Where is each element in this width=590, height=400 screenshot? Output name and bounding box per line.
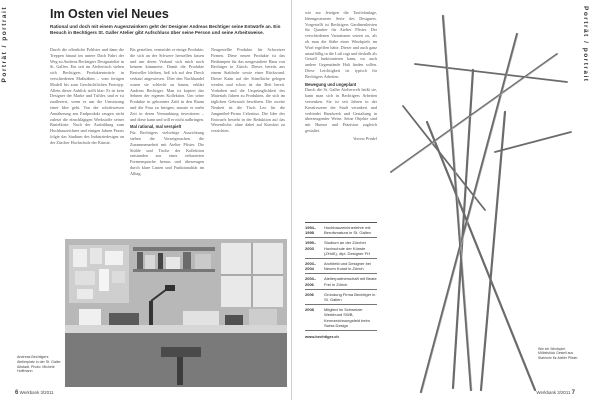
bio-text: Architekt und Designer bei Neuen Kunst in Zürich — [324, 261, 371, 272]
bio-text: Hochbauzeichnerlehre mit Berufsmatura in St. Gallen — [324, 225, 371, 236]
product-photo — [385, 2, 575, 394]
bio-year: 1999–2003 — [305, 240, 317, 251]
bio-year: 2003–2004 — [305, 261, 317, 272]
photo-caption: Andreas Bechtigers Atelierplatz in der St. Galler Altstadt. Photo: Michele Hoffmann — [17, 355, 61, 374]
bio-list — [305, 223, 377, 331]
bio-row — [305, 223, 377, 238]
right-section-subhead: Bewegung und ungeplant — [305, 81, 357, 87]
right-page — [293, 0, 590, 400]
bio-text: Studium an der Zürcher Hochschule der Künste (ZHdK), dipl. Designer FH — [324, 240, 371, 256]
designer-website-link[interactable]: www.bechtiger.ch — [305, 334, 339, 340]
bio-text: Mitglied im Schweizer Werkbund SWB, Kennzeichnungsfeld beim Swiss Design — [324, 307, 370, 328]
atelier-photo — [65, 239, 287, 387]
column-2-tail: Für Bechtigers vielseitige Ausrichtung stehen die Vorzeigesachen die Zusammenarbeit mit Atelier Pfister. Die Stühle und Tische der Kollektion entstanden aus einer reduzierten Formensprache heraus und überzeugen durch klare Linien und Funktionalität im Alltag. — [130, 130, 204, 176]
side-tab-label: Porträt / portrait — [582, 6, 589, 83]
designer-bio — [305, 222, 377, 339]
left-folio — [15, 390, 54, 396]
bio-text: Atelierpartnerschaft mit Beate Frei in Zürich — [324, 276, 377, 287]
bio-row — [305, 305, 377, 331]
article-columns — [50, 47, 286, 237]
text-column-3 — [211, 47, 285, 237]
bio-year: 2003–2006 — [305, 276, 317, 287]
bio-year: 2006 — [305, 291, 314, 297]
text-column-1 — [50, 47, 124, 237]
right-page-number: 7 — [571, 390, 575, 396]
right-column-tail: Durch die St. Galler Atelierwelt heißt sie, kann man sich in Bechtigers Arbeiten versenken. Sie ist seit Jahren in der Kreativszene der Stadt verankert und verbindet Handwerk und Gestaltung in überzeugender Weise. Seine Objekte sind mit Humor und Präzision zugleich gestaltet. — [305, 87, 377, 133]
bio-row — [305, 274, 377, 289]
bio-year: 1994–1998 — [305, 225, 317, 236]
article-author: Verena Pradel — [353, 135, 377, 141]
side-tab-label: Porträt / portrait — [1, 6, 8, 83]
bio-row — [305, 259, 377, 274]
right-folio-text: Werkbank 3/2011 — [536, 390, 571, 395]
right-column-text: wie zur Jetzigen die Taxifolanlage, Ideengesteuerte Serie des Designers. Vorgestellt ist Bechtigers Gardinenleisten für Quartier für Atelier Pfister. Der verschiedenen Variationen setzen zu, als ob man die Stäbe eines Windspiels im Wurf ergriffen hätte. Dieser und auch ganz unauffällig in die Luft ragt und deshalb als Gestell funktionieren kann, wo auch andere Gegenstände Halt finden sollen. Diese Leichtigkeit ist typisch für Bechtigers Arbeiten. — [305, 10, 377, 79]
article-lead: Rational und doch mit einem Augenzwinkern geht der Designer Andreas Bechtiger seine Entwürfe an. Ein Besuch in Bechtigers St. Galler Atelier gibt Aufschluss über seine Person und seine Arbeitsweise. — [50, 24, 281, 36]
bio-year: 2008 — [305, 307, 314, 313]
bio-row — [305, 290, 377, 305]
left-page — [0, 0, 292, 400]
right-side-tab — [576, 0, 590, 400]
right-folio — [536, 390, 575, 396]
text-column-2 — [130, 47, 204, 237]
left-side-tab — [0, 0, 14, 400]
column-3-text: Neugestellte Produkte für Schweizer Firmen. Diese neuen Produkte ist das Bettlampen für das neugestaltete Haus von Bechtiger in Zürich. Dieses bereits aus einem Stahlrohr sowie einer Rückwand. Dieser Kann auf der Stirnfläche gelegen werden und schon ist das Bett bereit. Vorhaben und die Ursprünglichkeit des Materials führen zu Produkten, die sich im täglichen Gebrauch bewähren. Die zweite Neuheit ist die Tisch Leo für die Jungmöbel-Firma Celestino. Die Idee des Entwurfs besteht in der Reduktion auf das Wesentliche, ohne dabei auf Komfort zu verzichten. — [211, 47, 285, 134]
left-folio-text: Werkbank 3/2011 — [19, 390, 54, 395]
product-caption: Wie ein Windspiel: Möbelstück Gestell aus Stahlrohr für Atelier Pfister — [538, 347, 578, 360]
left-page-number: 6 — [15, 390, 19, 396]
bio-text: Gründung Firma Bechtiger in St. Gallen — [324, 291, 376, 303]
column-1-text: Durch die offenliche Pohlster und dann die Treppen hinauf ins untere Dach Fahrt der Weg zu Andreas Bechtigers Designatelier in St. Gallen. Ein seit im Ateliertisch stehen sich Bechtigers Produktentwürfe in verschiedenen Maßstäben – vom fertigen Modell bis zum Geschichtlichen Prototyp. Allein dieser Anblick stellt klar: Er ist kein Designer der Marke und Tüftler, und er ist zuallererst, wenn es um die Umsetzung einer Idee geht. Von der schrittweisen Annäherung ans Endprodukt zeugen nicht zuletzt die einschlägigen Werkstoffe seiner Bastelkiste. Nach der Ausbildung zum Hochbauzeichner und einigen Jahren Praxis folgte das Studium des Industriedesigns an der Zürcher Hochschule der Künste. — [50, 47, 124, 145]
bio-row — [305, 238, 377, 259]
coat-stand-illustration — [385, 2, 575, 394]
column-2-text: Bis gestelten, vermeidet er einige Produkte, die sich an der Schwere herstellen lassen und um deren Verkauf sich mich noch keinem kümmerte. Damit die Produkte Bestseller bleiben, ließ ich auf den Dreck verkauf angewiesen. Über den Nachhandel waren sie schlecht zu bauen, erklärt Andreas Bechtiger. Man ist kopiert das Sehnen der eigenen Kollektion. Um seine Produkte in gekonnter Zahl in den Raum und die Frau zu bringen, musste er mehr Zeit in deren Vermarktung investieren – und diese kann und will er nicht aufbringen. — [130, 47, 204, 122]
atelier-photo-illustration — [65, 239, 287, 387]
section-subhead: Mal rational, mal verspielt — [130, 124, 182, 130]
article-title: Im Osten viel Neues — [50, 7, 169, 21]
